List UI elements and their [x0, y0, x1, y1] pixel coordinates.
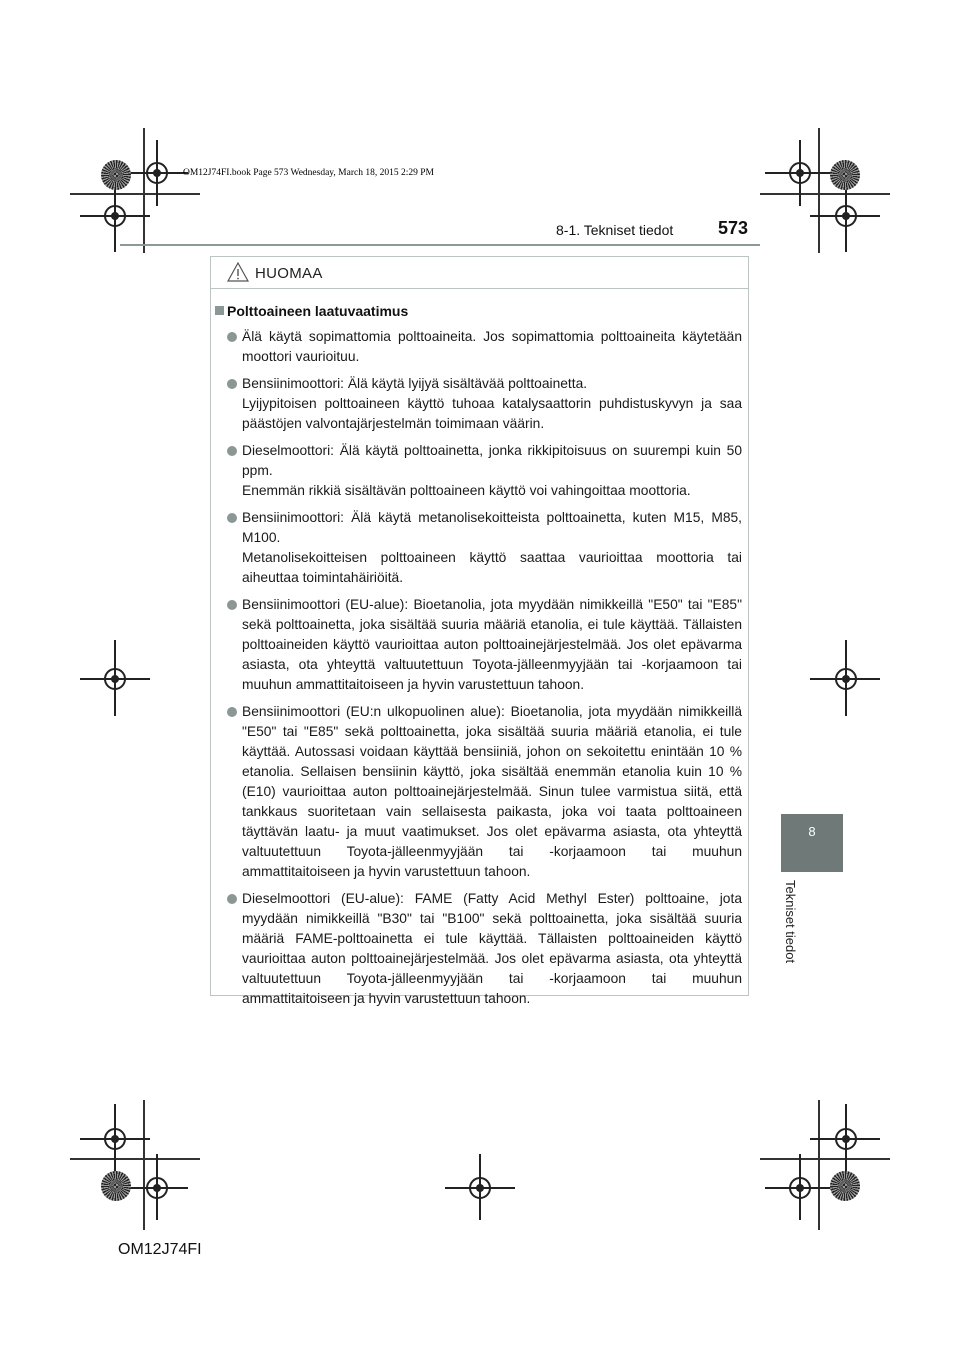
- bullet-icon: [227, 379, 237, 389]
- bullet-icon: [227, 446, 237, 456]
- list-item: [211, 374, 750, 434]
- registration-target-icon: [146, 1177, 168, 1199]
- warning-triangle-icon: [227, 262, 249, 282]
- crop-mark: [143, 1100, 145, 1230]
- chapter-tab-label: [778, 880, 818, 990]
- bullet-icon: [227, 332, 237, 342]
- print-book-info: OM12J74FI.book Page 573 Wednesday, March 18, 2015 2:29 PM: [183, 168, 434, 178]
- header-rule: [120, 244, 760, 246]
- page-number: 573: [718, 218, 749, 238]
- list-item: [211, 327, 750, 367]
- chapter-number: 8: [808, 824, 816, 839]
- notice-header: [211, 257, 748, 289]
- list-item: [211, 702, 750, 882]
- chapter-tab: [781, 814, 843, 872]
- list-item-text: Bensiinimoottori: Älä käytä lyijyä sisältävää polttoainetta. Lyijypitoisen polttoaineen käyttö tuhoaa katalysaattorin puhdistuskyvyn ja saa päästöjen valvontajärjestelmän toimimaan väärin.: [242, 376, 742, 431]
- registration-target-icon: [104, 1128, 126, 1150]
- notice-box: [210, 256, 749, 1006]
- notice-content: [211, 301, 750, 1009]
- notice-title: HUOMAA: [255, 265, 323, 282]
- registration-target-icon: [469, 1177, 491, 1199]
- registration-target-icon: [146, 162, 168, 184]
- crop-mark: [70, 1158, 200, 1160]
- section-title: 8-1. Tekniset tiedot: [556, 222, 674, 238]
- list-item-text: Bensiinimoottori (EU:n ulkopuolinen alue): Bioetanolia, jota myydään nimikkeillä "E50" tai "E85" sekä polttoainetta, joka sisältää suuria määriä etanolia, ei tule käyttää. Autossasi voidaan käyttää bensiiniä, johon on sekoitettu enintään 10 % etanolia. Sellaisen bensiinin käyttö, joka sisältää enemmän etanolia kuin 10 % (E10) vaurioittaa auton polttoainejärjestelmää. Sinun tulee varmistua siitä, että tankkaus suoritetaan vain sellaisesta paikasta, joka voi taata polttoaineen täyttävän laatu- ja muut vaatimukset. Jos olet epävarma asiasta, ota yhteyttä valtuutettuun Toyota-jälleenmyyjään tai -korjaamoon tai muuhun ammattitaitoiseen ja hyvin varustettuun tahoon.: [242, 704, 742, 879]
- notice-list: [211, 327, 750, 1009]
- registration-target-icon: [789, 162, 811, 184]
- sunburst-registration-icon: [830, 160, 860, 190]
- crop-mark: [70, 193, 200, 195]
- registration-target-icon: [789, 1177, 811, 1199]
- list-item-text: Älä käytä sopimattomia polttoaineita. Jos sopimattomia polttoaineita käytetään moottori vaurioituu.: [242, 329, 742, 364]
- list-item-text: Bensiinimoottori: Älä käytä metanolisekoitteista polttoainetta, kuten M15, M85, M100. Metanolisekoitteisen polttoaineen käyttö saattaa vaurioittaa moottoria tai aiheuttaa toimintahäiriöitä.: [242, 510, 742, 585]
- list-item: [211, 508, 750, 588]
- chapter-label-text: Tekniset tiedot: [783, 880, 798, 964]
- crop-mark: [143, 128, 145, 253]
- list-item-text: Dieselmoottori (EU-alue): FAME (Fatty Acid Methyl Ester) polttoaine, jota myydään nimikkeillä "B30" tai "B100" sekä polttoainetta, joka sisältää suuria määriä FAME-polttoainetta ei tule käyttää. Tällaisten polttoaineiden käyttö vaurioittaa auton polttoainejärjestelmää. Jos olet epävarma asiasta, ota yhteyttä valtuutettuun Toyota-jälleenmyyjään tai -korjaamoon tai muuhun ammattitaitoiseen ja hyvin varustettuun tahoon.: [242, 891, 742, 1006]
- registration-target-icon: [104, 668, 126, 690]
- crop-mark: [818, 1100, 820, 1230]
- list-item: [211, 889, 750, 1009]
- notice-subheading: Polttoaineen laatuvaatimus: [215, 301, 750, 321]
- sunburst-registration-icon: [101, 160, 131, 190]
- sunburst-registration-icon: [101, 1171, 131, 1201]
- registration-target-icon: [835, 1128, 857, 1150]
- bullet-icon: [227, 513, 237, 523]
- registration-target-icon: [835, 668, 857, 690]
- registration-target-icon: [835, 205, 857, 227]
- crop-mark: [760, 193, 890, 195]
- bullet-icon: [227, 600, 237, 610]
- crop-mark: [760, 1158, 890, 1160]
- list-item-text: Dieselmoottori: Älä käytä polttoainetta, jonka rikkipitoisuus on suurempi kuin 50 ppm. Enemmän rikkiä sisältävän polttoaineen käyttö voi vahingoittaa moottoria.: [242, 443, 742, 498]
- list-item-text: Bensiinimoottori (EU-alue): Bioetanolia, jota myydään nimikkeillä "E50" tai "E85" sekä polttoainetta, joka sisältää suuria määriä etanolia, ei tule käyttää. Tällaisten polttoaineiden käyttö vaurioittaa auton polttoainejärjestelmää. Jos olet epävarma asiasta, ota yhteyttä valtuutettuun Toyota-jälleenmyyjään tai -korjaamoon tai muuhun ammattitaitoiseen ja hyvin varustettuun tahoon.: [242, 597, 742, 692]
- sunburst-registration-icon: [830, 1171, 860, 1201]
- registration-target-icon: [104, 205, 126, 227]
- list-item: [211, 595, 750, 695]
- bullet-icon: [227, 707, 237, 717]
- bullet-icon: [227, 894, 237, 904]
- crop-mark: [818, 128, 820, 253]
- list-item: [211, 441, 750, 501]
- document-code: OM12J74FI: [118, 1241, 202, 1258]
